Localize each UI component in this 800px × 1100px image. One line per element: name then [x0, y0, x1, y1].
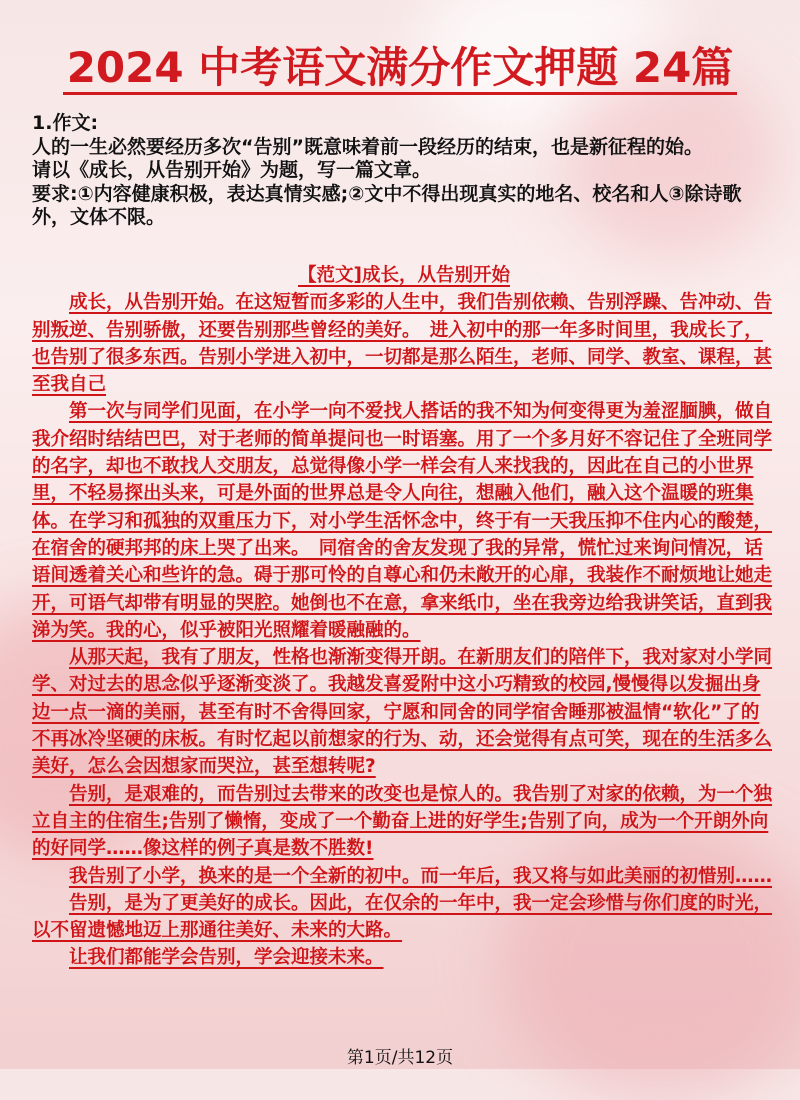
- question-line: 人的一生必然要经历多次“告别”既意味着前一段经历的结束，也是新征程的始。: [32, 135, 703, 158]
- essay-paragraph: 我告别了小学，换来的是一个全新的初中。而一年后，我又将与如此美丽的初惜别……: [69, 865, 773, 887]
- sample-essay: [32, 262, 776, 972]
- question-block: [32, 112, 776, 230]
- question-line: 要求:①内容健康积极，表达真情实感;②文中不得出现真实的地名、校名和人③除诗歌外，文体不限。: [32, 182, 742, 229]
- question-label: 1.作文:: [32, 112, 99, 134]
- page-number: 第1页/共12页: [346, 1048, 454, 1068]
- essay-title: 【范文]成长，从告别开始: [298, 265, 510, 286]
- essay-paragraph: 从那天起，我有了朋友，性格也渐渐变得开朗。在新朋友们的陪伴下，我对家对小学同学、对过去的思念似乎逐渐变淡了。我越发喜爱附中这小巧精致的校园,慢慢得以发掘出身边一点一滴的美丽，甚至有时不舍得回家，宁愿和同舍的同学宿舍睡那被温情“软化”了的不再冰冷坚硬的床板。有时忆起以前想家的行为、动，还会觉得有点可笑，现在的生活多么美好，怎么会因想家而哭泣，甚至想转呢?: [32, 647, 773, 778]
- essay-paragraph: 涕为笑。我的心，似乎被阳光照耀着暖融融的。: [32, 619, 421, 641]
- question-line: 请以《成长，从告别开始》为题，写一篇文章。: [32, 159, 432, 182]
- essay-paragraph: 告别，是为了更美好的成长。因此，在仅余的一年中，我一定会珍惜与你们度的时光，以不留遗憾地迈上那通往美好、未来的大路。: [32, 892, 773, 942]
- essay-paragraph: 让我们都能学会告别，学会迎接未来。: [69, 947, 384, 969]
- essay-paragraph: 告别，是艰难的，而告别过去带来的改变也是惊人的。我告别了对家的依赖，为一个独立自主的住宿生;告别了懒惰，变成了一个勤奋上进的好学生;告别了向，成为一个开朗外向的好同学……像这样的例子真是数不胜数!: [32, 783, 773, 860]
- page-title: [0, 38, 800, 98]
- page-title-text: 2024 中考语文满分作文押题 24篇: [63, 43, 738, 95]
- essay-paragraph: 成长，从告别开始。在这短暂而多彩的人生中，我们告别依赖、告别浮躁、告冲动、告别叛逆、告别骄傲，还要告别那些曾经的美好。 进入初中的那一年多时间里，我成长了，也告别了很多东西。告别小学进入初中，一切都是那么陌生，老师、同学、教室、课程，甚至我自己: [32, 292, 773, 396]
- essay-paragraph: 第一次与同学们见面，在小学一向不爱找人搭话的我不知为何变得更为羞涩腼腆，做自我介绍时结结巴巴，对于老师的简单提问也一时语塞。用了一个多月好不容记住了全班同学的名字，却也不敢找人交朋友，总觉得像小学一样会有人来找我的，因此在自己的小世界里，不轻易探出头来，可是外面的世界总是令人向往，想融入他们，融入这个温暖的班集体。在学习和孤独的双重压力下，对小学生活怀念中，终于有一天我压抑不住内心的酸楚，在宿舍的硬邦邦的床上哭了出来。 同宿舍的舍友发现了我的异常，慌忙过来询问情况，话语间透着关心和些许的急。碍于那可怜的自尊心和仍未敞开的心扉，我装作不耐烦地让她走开，可语气却带有明显的哭腔。她倒也不在意，拿来纸巾，坐在我旁边给我讲笑话，直到我: [32, 401, 773, 614]
